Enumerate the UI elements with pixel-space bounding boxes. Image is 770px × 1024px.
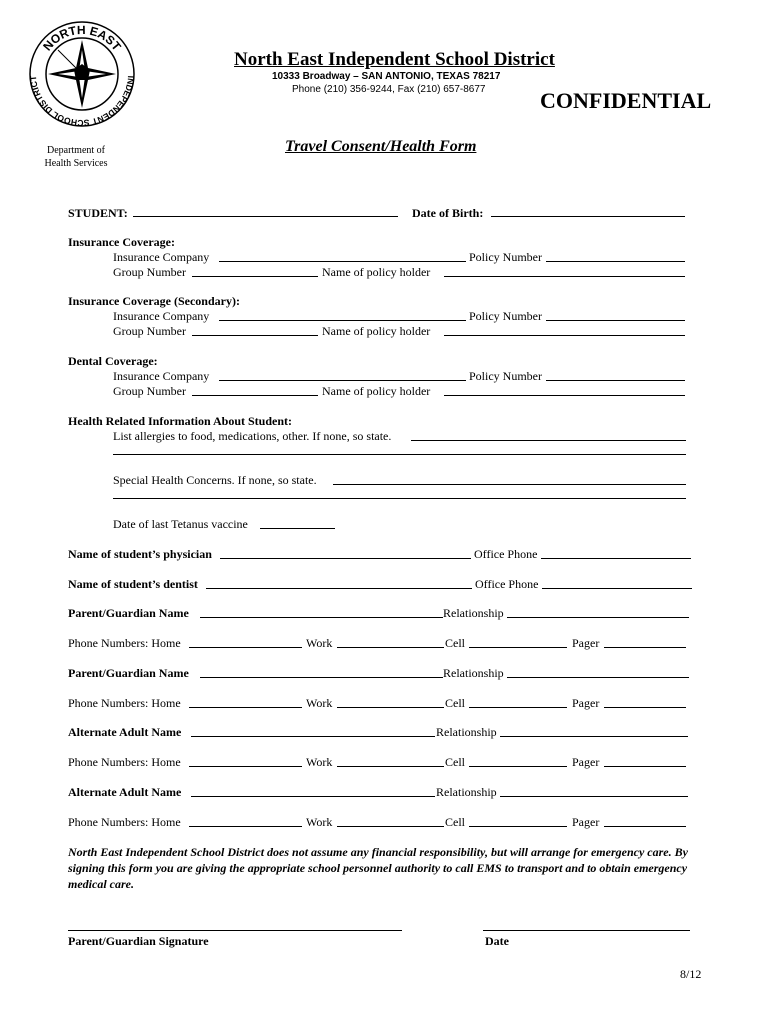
student-label: STUDENT:: [68, 206, 128, 220]
district-name: North East Independent School District: [234, 49, 555, 70]
contact-name-field[interactable]: [191, 736, 435, 737]
cell-phone-field[interactable]: [469, 826, 567, 827]
work-phone-label: Work: [306, 696, 333, 710]
dentist-name-field[interactable]: [206, 588, 472, 589]
dentist-label: Name of student’s dentist: [68, 577, 198, 591]
pager-field[interactable]: [604, 766, 686, 767]
relationship-field[interactable]: [500, 796, 688, 797]
cell-phone-field[interactable]: [469, 707, 567, 708]
insurance-company-field[interactable]: [219, 261, 466, 262]
relationship-label: Relationship: [436, 725, 497, 739]
contact-name-label: Parent/Guardian Name: [68, 606, 189, 620]
insurance-primary-heading: Insurance Coverage:: [68, 235, 175, 249]
policy-number-label: Policy Number: [469, 369, 542, 383]
dob-field[interactable]: [491, 216, 685, 217]
contact-name-field[interactable]: [200, 677, 443, 678]
work-phone-field[interactable]: [337, 826, 444, 827]
special-concerns-field[interactable]: [333, 484, 686, 485]
cell-phone-label: Cell: [445, 696, 465, 710]
health-info-heading: Health Related Information About Student:: [68, 414, 293, 428]
district-address: 10333 Broadway – SAN ANTONIO, TEXAS 78217: [272, 71, 501, 82]
policy-holder-label: Name of policy holder: [322, 384, 431, 398]
home-phone-field[interactable]: [189, 766, 302, 767]
policy-number-field[interactable]: [546, 380, 685, 381]
policy-holder-label: Name of policy holder: [322, 324, 431, 338]
pager-label: Pager: [572, 815, 600, 829]
contact-name-field[interactable]: [200, 617, 443, 618]
group-number-label: Group Number: [113, 324, 186, 338]
cell-phone-label: Cell: [445, 815, 465, 829]
pager-label: Pager: [572, 696, 600, 710]
svg-text:NORTH EAST: NORTH EAST: [40, 22, 124, 54]
cell-phone-label: Cell: [445, 636, 465, 650]
cell-phone-field[interactable]: [469, 766, 567, 767]
home-phone-field[interactable]: [189, 707, 302, 708]
form-title: Travel Consent/Health Form: [285, 138, 477, 155]
pager-field[interactable]: [604, 826, 686, 827]
policy-holder-field[interactable]: [444, 335, 685, 336]
tetanus-label: Date of last Tetanus vaccine: [113, 517, 248, 531]
work-phone-label: Work: [306, 755, 333, 769]
parent-signature-label: Parent/Guardian Signature: [68, 934, 209, 948]
home-phone-label: Phone Numbers: Home: [68, 636, 181, 650]
confidential-label: CONFIDENTIAL: [540, 88, 712, 113]
home-phone-field[interactable]: [189, 826, 302, 827]
contact-name-label: Parent/Guardian Name: [68, 666, 189, 680]
allergies-field-continued[interactable]: [113, 454, 686, 455]
group-number-field[interactable]: [192, 395, 318, 396]
physician-label: Name of student’s physician: [68, 547, 212, 561]
physician-name-field[interactable]: [220, 558, 471, 559]
pager-label: Pager: [572, 636, 600, 650]
pager-field[interactable]: [604, 647, 686, 648]
contact-name-label: Alternate Adult Name: [68, 725, 182, 739]
policy-number-label: Policy Number: [469, 250, 542, 264]
physician-phone-field[interactable]: [541, 558, 691, 559]
relationship-label: Relationship: [443, 606, 504, 620]
cell-phone-label: Cell: [445, 755, 465, 769]
group-number-label: Group Number: [113, 384, 186, 398]
work-phone-label: Work: [306, 636, 333, 650]
allergies-field[interactable]: [411, 440, 686, 441]
group-number-label: Group Number: [113, 265, 186, 279]
home-phone-field[interactable]: [189, 647, 302, 648]
parent-signature-field[interactable]: [68, 930, 402, 931]
work-phone-field[interactable]: [337, 707, 444, 708]
special-concerns-field-continued[interactable]: [113, 498, 686, 499]
group-number-field[interactable]: [192, 335, 318, 336]
relationship-field[interactable]: [507, 617, 689, 618]
district-seal-logo: [28, 20, 136, 128]
dental-coverage-heading: Dental Coverage:: [68, 354, 158, 368]
contact-name-label: Alternate Adult Name: [68, 785, 182, 799]
pager-field[interactable]: [604, 707, 686, 708]
district-phone: Phone (210) 356-9244, Fax (210) 657-8677: [292, 84, 486, 95]
work-phone-field[interactable]: [337, 766, 444, 767]
allergies-label: List allergies to food, medications, other. If none, so state.: [113, 429, 392, 443]
policy-holder-field[interactable]: [444, 276, 685, 277]
insurance-company-label: Insurance Company: [113, 369, 210, 383]
physician-phone-label: Office Phone: [474, 547, 538, 561]
policy-number-field[interactable]: [546, 261, 685, 262]
insurance-company-field[interactable]: [219, 320, 466, 321]
department-label: Department of Health Services: [44, 145, 108, 169]
pager-label: Pager: [572, 755, 600, 769]
policy-holder-label: Name of policy holder: [322, 265, 431, 279]
policy-number-field[interactable]: [546, 320, 685, 321]
tetanus-date-field[interactable]: [260, 528, 335, 529]
insurance-company-field[interactable]: [219, 380, 466, 381]
home-phone-label: Phone Numbers: Home: [68, 696, 181, 710]
insurance-company-label: Insurance Company: [113, 309, 210, 323]
dob-label: Date of Birth:: [412, 206, 484, 220]
signature-date-label: Date: [485, 934, 509, 948]
work-phone-field[interactable]: [337, 647, 444, 648]
relationship-field[interactable]: [500, 736, 688, 737]
policy-number-label: Policy Number: [469, 309, 542, 323]
home-phone-label: Phone Numbers: Home: [68, 815, 181, 829]
contact-name-field[interactable]: [191, 796, 435, 797]
policy-holder-field[interactable]: [444, 395, 685, 396]
group-number-field[interactable]: [192, 276, 318, 277]
revision-number: 8/12: [680, 967, 702, 981]
special-concerns-label: Special Health Concerns. If none, so state.: [113, 473, 317, 487]
liability-disclaimer: North East Independent School District does not assume any financial responsibility, but will arrange for emergency care. By signing this form you are giving the appropriate school personnel authority to call EMS to transport and to obtain emergency medical care.: [68, 845, 688, 891]
dentist-phone-label: Office Phone: [475, 577, 539, 591]
relationship-label: Relationship: [436, 785, 497, 799]
dentist-phone-field[interactable]: [542, 588, 692, 589]
signature-date-field[interactable]: [483, 930, 690, 931]
cell-phone-field[interactable]: [469, 647, 567, 648]
work-phone-label: Work: [306, 815, 333, 829]
home-phone-label: Phone Numbers: Home: [68, 755, 181, 769]
relationship-label: Relationship: [443, 666, 504, 680]
student-name-field[interactable]: [133, 216, 398, 217]
insurance-secondary-heading: Insurance Coverage (Secondary):: [68, 294, 240, 308]
relationship-field[interactable]: [507, 677, 689, 678]
insurance-company-label: Insurance Company: [113, 250, 210, 264]
svg-text:INDEPENDENT SCHOOL DISTRICT: INDEPENDENT SCHOOL DISTRICT: [28, 75, 136, 128]
